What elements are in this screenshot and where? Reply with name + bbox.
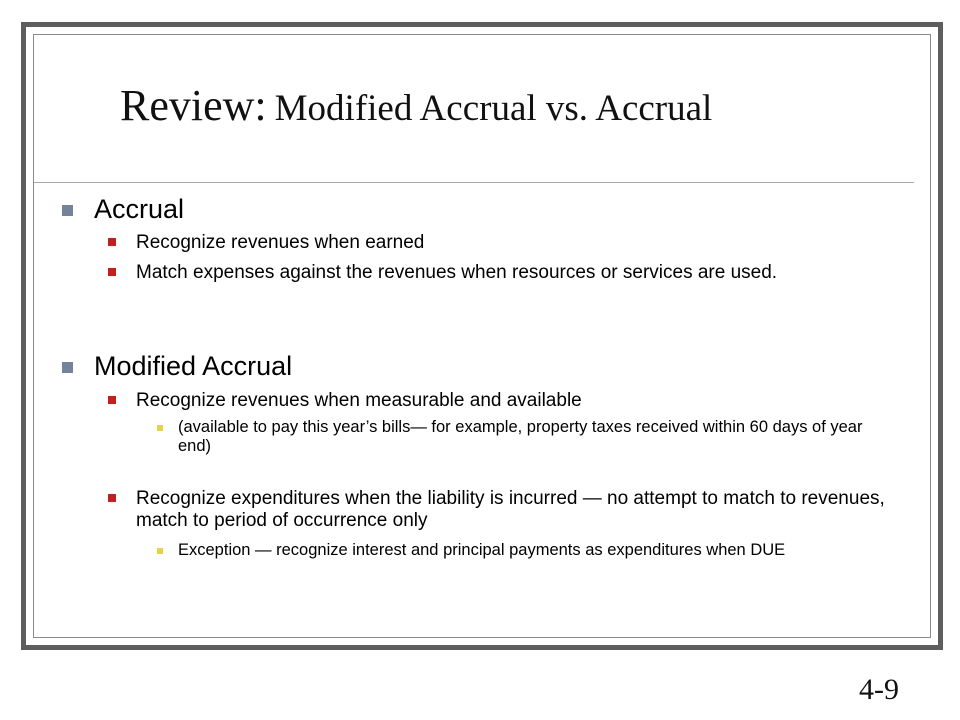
level3-bullet-icon <box>157 425 163 431</box>
level2-bullet-icon <box>108 494 116 502</box>
title-divider <box>34 182 914 183</box>
accrual-point-1: Recognize revenues when earned <box>136 232 425 253</box>
modified-accrual-point-2: Recognize expenditures when the liability is incurred — no attempt to match to revenues, match to period of occurrence only <box>136 488 885 531</box>
section-heading-modified-accrual: Modified Accrual <box>94 351 293 381</box>
modified-accrual-subpoint-1: (available to pay this year’s bills— for example, property taxes received within 60 days of year end) <box>178 418 863 455</box>
modified-accrual-subpoint-2: Exception — recognize interest and principal payments as expenditures when DUE <box>178 541 786 559</box>
level2-bullet-icon <box>108 396 116 404</box>
level2-bullet-icon <box>108 268 116 276</box>
title-main: Modified Accrual vs. Accrual <box>274 88 713 129</box>
title-prefix: Review: <box>120 81 267 130</box>
modified-accrual-point-1: Recognize revenues when measurable and available <box>136 390 582 411</box>
level1-bullet-icon <box>62 362 73 373</box>
accrual-point-2: Match expenses against the revenues when resources or services are used. <box>136 262 778 283</box>
slide-number: 4-9 <box>859 673 899 706</box>
slide-title <box>120 80 712 131</box>
level3-bullet-icon <box>157 548 163 554</box>
section-heading-accrual: Accrual <box>94 194 185 224</box>
level2-bullet-icon <box>108 238 116 246</box>
level1-bullet-icon <box>62 205 73 216</box>
